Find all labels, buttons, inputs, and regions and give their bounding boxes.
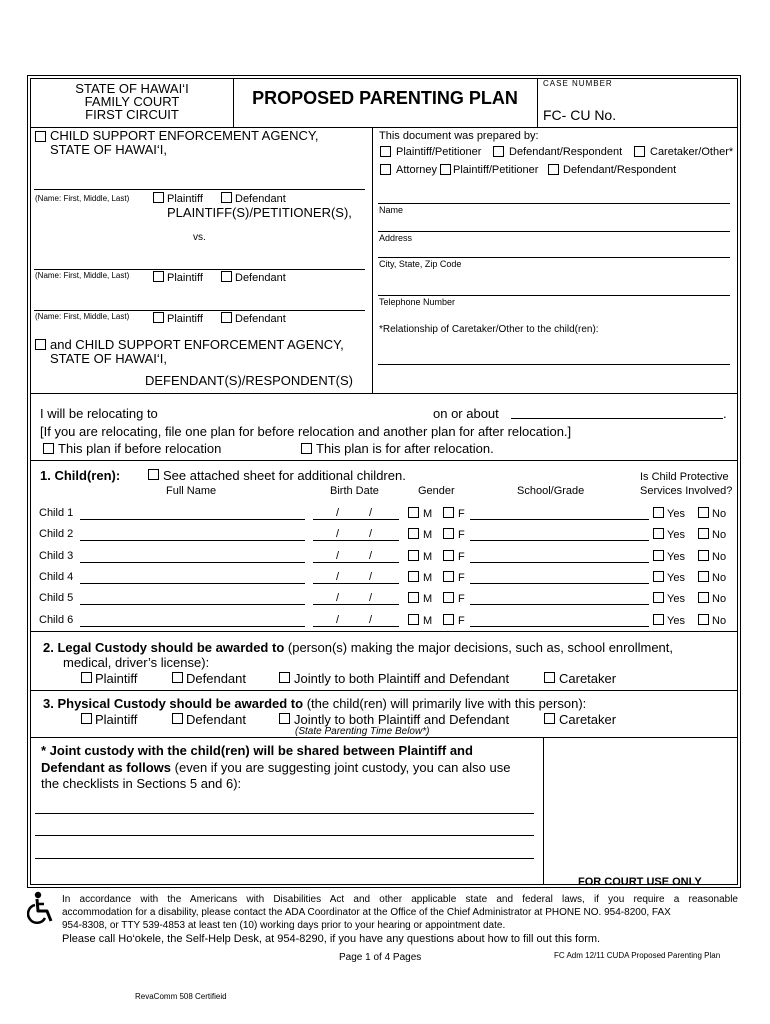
birth-date-slash-2: / (369, 613, 373, 626)
versus-label: vs. (193, 232, 206, 243)
child-birth-date-field[interactable] (313, 540, 399, 541)
child-school-field[interactable] (470, 604, 649, 605)
legal-caretaker-label: Caretaker (559, 671, 617, 686)
child-row-label: Child 2 (39, 528, 74, 541)
birth-date-slash-2: / (369, 570, 373, 583)
child-school-field[interactable] (470, 562, 649, 563)
legal-bottom-rule (30, 690, 738, 691)
col-cps-line2: Services Involved? (640, 485, 733, 497)
case-number-field[interactable]: FC- CU No. (543, 107, 617, 123)
child-female-label: F (458, 529, 465, 542)
csea-defendant-checkbox[interactable] (35, 339, 46, 350)
plaintiff-1-plaintiff-checkbox[interactable] (153, 192, 164, 203)
see-attached-checkbox[interactable] (148, 469, 159, 480)
party-3-defendant-checkbox[interactable] (221, 312, 232, 323)
csea-defendant-line2: STATE OF HAWAI‘I, (50, 351, 167, 366)
col-school-grade: School/Grade (517, 485, 585, 497)
child-row-label: Child 3 (39, 549, 74, 562)
page-title: PROPOSED PARENTING PLAN (252, 88, 518, 108)
birth-date-slash-2: / (369, 549, 373, 562)
before-relocation-label: This plan if before relocation (58, 441, 222, 456)
preparer-phone-line[interactable] (378, 295, 730, 296)
joint-custody-line3: the checklists in Sections 5 and 6): (41, 776, 242, 791)
cps-yes-label: Yes (667, 529, 685, 542)
party-3-name-hint: (Name: First, Middle, Last) (35, 312, 130, 321)
birth-date-slash-2: / (369, 528, 373, 541)
cps-yes-checkbox[interactable] (653, 528, 664, 539)
joint-custody-line2 (41, 761, 510, 774)
child-full-name-field[interactable] (80, 604, 305, 605)
legal-caretaker-checkbox[interactable] (544, 672, 555, 683)
attorney-plaintiff-label: Plaintiff/Petitioner (453, 164, 539, 176)
joint-custody-line-2[interactable] (35, 835, 534, 836)
legal-custody-heading (43, 641, 673, 654)
legal-joint-label: Jointly to both Plaintiff and Defendant (294, 671, 510, 686)
child-female-label: F (458, 571, 465, 584)
party-2-plaintiff-label: Plaintiff (167, 272, 203, 284)
legal-defendant-checkbox[interactable] (172, 672, 183, 683)
attorney-defendant-label: Defendant/Respondent (563, 164, 677, 176)
physical-joint-label: Jointly to both Plaintiff and Defendant (294, 712, 510, 727)
child-male-label: M (423, 614, 433, 627)
child-birth-date-field[interactable] (313, 519, 399, 520)
legal-joint-checkbox[interactable] (279, 672, 290, 683)
plaintiff-1-defendant-label: Defendant (235, 193, 286, 205)
party-2-name-hint: (Name: First, Middle, Last) (35, 271, 130, 280)
cps-yes-checkbox[interactable] (653, 550, 664, 561)
relocation-bottom-rule (30, 460, 738, 461)
child-full-name-field[interactable] (80, 519, 305, 520)
preparer-phone-label: Telephone Number (379, 297, 456, 307)
preparer-name-line[interactable] (378, 203, 730, 204)
plaintiff-1-plaintiff-label: Plaintiff (167, 193, 203, 205)
child-school-field[interactable] (470, 519, 649, 520)
preparer-attorney-checkbox[interactable] (380, 164, 391, 175)
attorney-plaintiff-checkbox[interactable] (440, 164, 451, 175)
child-male-checkbox[interactable] (408, 528, 419, 539)
preparer-caretaker-label: Caretaker/Other* (650, 146, 734, 158)
legal-custody-heading-rest: (person(s) making the major decisions, such as, school enrollment, (287, 640, 674, 655)
physical-caretaker-label: Caretaker (559, 712, 617, 727)
physical-custody-heading-bold: 3. Physical Custody should be awarded to (43, 696, 304, 711)
csea-plaintiff-line2: STATE OF HAWAI‘I, (50, 142, 167, 157)
joint-custody-line-1[interactable] (35, 813, 534, 814)
attorney-defendant-checkbox[interactable] (548, 164, 559, 175)
child-male-checkbox[interactable] (408, 614, 419, 625)
birth-date-slash-1: / (336, 528, 340, 541)
child-female-checkbox[interactable] (443, 614, 454, 625)
relocation-instruction: [If you are relocating, file one plan for before relocation and another plan for after relocation.] (40, 424, 572, 439)
cps-yes-label: Yes (667, 550, 685, 563)
party-2-plaintiff-checkbox[interactable] (153, 271, 164, 282)
legal-plaintiff-checkbox[interactable] (81, 672, 92, 683)
birth-date-slash-1: / (336, 549, 340, 562)
cps-no-checkbox[interactable] (698, 614, 709, 625)
circuit-name: FIRST CIRCUIT (85, 107, 179, 122)
header-divider-2 (537, 78, 538, 128)
physical-caretaker-checkbox[interactable] (544, 713, 555, 724)
plaintiff-petitioner-caption: PLAINTIFF(S)/PETITIONER(S), (167, 205, 352, 220)
cps-no-label: No (712, 550, 727, 563)
birth-date-slash-1: / (336, 592, 340, 605)
child-male-label: M (423, 550, 433, 563)
child-female-checkbox[interactable] (443, 592, 454, 603)
cps-yes-label: Yes (667, 571, 685, 584)
relocation-date-line[interactable] (511, 418, 723, 419)
party-2-defendant-label: Defendant (235, 272, 286, 284)
court-use-divider (543, 737, 544, 885)
child-male-checkbox[interactable] (408, 571, 419, 582)
cps-no-checkbox[interactable] (698, 550, 709, 561)
preparer-caretaker-checkbox[interactable] (634, 146, 645, 157)
legal-custody-heading-line2: medical, driver’s license): (63, 655, 210, 670)
caretaker-relationship-line[interactable] (378, 364, 730, 365)
birth-date-slash-2: / (369, 507, 373, 519)
csea-plaintiff-checkbox[interactable] (35, 131, 46, 142)
child-birth-date-field[interactable] (313, 583, 399, 584)
plaintiff-name-line[interactable] (34, 189, 365, 190)
child-male-label: M (423, 508, 433, 520)
after-relocation-label: This plan is for after relocation. (316, 441, 494, 456)
physical-bottom-rule (30, 737, 738, 738)
relocation-date-label: on or about (433, 406, 499, 421)
preparer-defendant-checkbox[interactable] (493, 146, 504, 157)
relocation-period: . (723, 406, 727, 421)
child-row-label: Child 4 (39, 570, 74, 583)
state-name: STATE OF HAWAI‘I (75, 81, 189, 96)
joint-custody-line2-rest: (even if you are suggesting joint custody, you can also use (174, 760, 511, 775)
ada-notice-line3: 954-8308, or TTY 539-4853 at least ten (10) working days prior to your hearing or appointment date. (62, 920, 506, 931)
joint-custody-line2-bold: Defendant as follows (41, 760, 172, 775)
preparer-name-label: Name (379, 205, 404, 215)
child-male-label: M (423, 593, 433, 606)
joint-custody-line1: * Joint custody with the child(ren) will be shared between Plaintiff and (41, 743, 473, 758)
parties-divider (372, 127, 373, 393)
case-number-label: CASE NUMBER (543, 79, 613, 88)
legal-defendant-label: Defendant (186, 671, 246, 686)
party-3-defendant-label: Defendant (235, 313, 286, 325)
preparer-heading: This document was prepared by: (379, 130, 539, 142)
cps-no-label: No (712, 529, 727, 542)
wheelchair-accessibility-icon (27, 891, 57, 927)
parenting-time-note: (State Parenting Time Below*) (295, 726, 430, 737)
cps-no-label: No (712, 571, 727, 584)
child-female-checkbox[interactable] (443, 528, 454, 539)
child-row-label: Child 1 (39, 507, 74, 519)
before-relocation-checkbox[interactable] (43, 443, 54, 454)
cps-yes-checkbox[interactable] (653, 571, 664, 582)
cps-yes-checkbox[interactable] (653, 592, 664, 603)
physical-plaintiff-checkbox[interactable] (81, 713, 92, 724)
party-3-name-line[interactable] (34, 310, 365, 311)
birth-date-slash-1: / (336, 570, 340, 583)
child-birth-date-field[interactable] (313, 626, 399, 627)
child-female-checkbox[interactable] (443, 507, 454, 518)
child-male-label: M (423, 571, 433, 584)
child-female-label: F (458, 550, 465, 563)
preparer-attorney-label: Attorney (396, 164, 437, 176)
child-school-field[interactable] (470, 583, 649, 584)
physical-joint-checkbox[interactable] (279, 713, 290, 724)
child-male-label: M (423, 529, 433, 542)
cps-no-checkbox[interactable] (698, 507, 709, 518)
parties-bottom-rule (30, 393, 738, 394)
preparer-address-line[interactable] (378, 231, 730, 232)
party-2-defendant-checkbox[interactable] (221, 271, 232, 282)
party-3-plaintiff-label: Plaintiff (167, 313, 203, 325)
child-full-name-field[interactable] (80, 540, 305, 541)
child-male-checkbox[interactable] (408, 507, 419, 518)
defendant-respondent-caption: DEFENDANT(S)/RESPONDENT(S) (145, 373, 354, 388)
col-full-name: Full Name (166, 485, 217, 497)
birth-date-slash-1: / (336, 613, 340, 626)
page-number: Page 1 of 4 Pages (339, 952, 422, 963)
court-use-label: FOR COURT USE ONLY (578, 876, 702, 888)
form-id: FC Adm 12/11 CUDA Proposed Parenting Plan (554, 951, 721, 960)
legal-plaintiff-label: Plaintiff (95, 671, 138, 686)
cps-yes-label: Yes (667, 614, 685, 627)
col-cps-line1: Is Child Protective (640, 471, 729, 483)
party-3-plaintiff-checkbox[interactable] (153, 312, 164, 323)
physical-defendant-checkbox[interactable] (172, 713, 183, 724)
court-name: FAMILY COURT (84, 94, 180, 109)
child-school-field[interactable] (470, 540, 649, 541)
col-birth-date: Birth Date (330, 485, 379, 497)
child-full-name-field[interactable] (80, 626, 305, 627)
plaintiff-name-hint: (Name: First, Middle, Last) (35, 194, 130, 203)
child-female-label: F (458, 508, 465, 520)
child-school-field[interactable] (470, 626, 649, 627)
plaintiff-1-defendant-checkbox[interactable] (221, 192, 232, 203)
certification-note: RevaComm 508 Certifieid (135, 992, 227, 1001)
cps-yes-label: Yes (667, 593, 685, 606)
physical-custody-heading-rest: (the child(ren) will primarily live with this person): (306, 696, 587, 711)
csea-defendant-line1: and CHILD SUPPORT ENFORCEMENT AGENCY, (50, 337, 344, 352)
child-female-label: F (458, 614, 465, 627)
child-male-checkbox[interactable] (408, 592, 419, 603)
birth-date-slash-2: / (369, 592, 373, 605)
csea-plaintiff-line1: CHILD SUPPORT ENFORCEMENT AGENCY, (50, 128, 319, 143)
cps-no-label: No (712, 508, 727, 520)
child-birth-date-field[interactable] (313, 562, 399, 563)
child-full-name-field[interactable] (80, 562, 305, 563)
birth-date-slash-1: / (336, 507, 340, 519)
ada-notice-line2: accommodation for a disability, please contact the ADA Coordinator at the Office of the Chief Administrator at PHONE NO. 954-8200, FAX (62, 907, 671, 918)
after-relocation-checkbox[interactable] (301, 443, 312, 454)
cps-no-checkbox[interactable] (698, 528, 709, 539)
cps-yes-label: Yes (667, 508, 685, 520)
child-row-label: Child 6 (39, 613, 74, 626)
children-heading: 1. Child(ren): (40, 468, 121, 483)
child-male-checkbox[interactable] (408, 550, 419, 561)
joint-custody-line-3[interactable] (35, 858, 534, 859)
ada-notice-line1: In accordance with the Americans with Disabilities Act and other applicable state and federal laws, if you require a reasonable (62, 894, 738, 905)
cps-no-label: No (712, 593, 727, 606)
child-female-label: F (458, 593, 465, 606)
preparer-address-label: Address (379, 233, 413, 243)
self-help-notice: Please call Ho‘okele, the Self-Help Desk, at 954-8290, if you have any questions about how to fill out this form. (62, 933, 601, 945)
col-gender: Gender (418, 485, 455, 497)
child-female-checkbox[interactable] (443, 571, 454, 582)
child-row-label: Child 5 (39, 592, 74, 605)
cps-no-checkbox[interactable] (698, 592, 709, 603)
physical-defendant-label: Defendant (186, 712, 246, 727)
child-female-checkbox[interactable] (443, 550, 454, 561)
physical-plaintiff-label: Plaintiff (95, 712, 138, 727)
party-2-name-line[interactable] (34, 269, 365, 270)
child-full-name-field[interactable] (80, 583, 305, 584)
caretaker-relationship-label: *Relationship of Caretaker/Other to the child(ren): (379, 324, 599, 335)
legal-custody-heading-bold: 2. Legal Custody should be awarded to (43, 640, 285, 655)
preparer-defendant-label: Defendant/Respondent (509, 146, 623, 158)
see-attached-label: See attached sheet for additional children. (163, 468, 406, 483)
children-bottom-rule (30, 631, 738, 632)
preparer-city-line[interactable] (378, 257, 730, 258)
cps-yes-checkbox[interactable] (653, 507, 664, 518)
cps-no-checkbox[interactable] (698, 571, 709, 582)
preparer-city-label: City, State, Zip Code (379, 259, 462, 269)
preparer-plaintiff-label: Plaintiff/Petitioner (396, 146, 482, 158)
relocation-to-label: I will be relocating to (40, 406, 158, 421)
child-birth-date-field[interactable] (313, 604, 399, 605)
physical-custody-heading (43, 697, 586, 710)
preparer-plaintiff-checkbox[interactable] (380, 146, 391, 157)
cps-no-label: No (712, 614, 727, 627)
cps-yes-checkbox[interactable] (653, 614, 664, 625)
